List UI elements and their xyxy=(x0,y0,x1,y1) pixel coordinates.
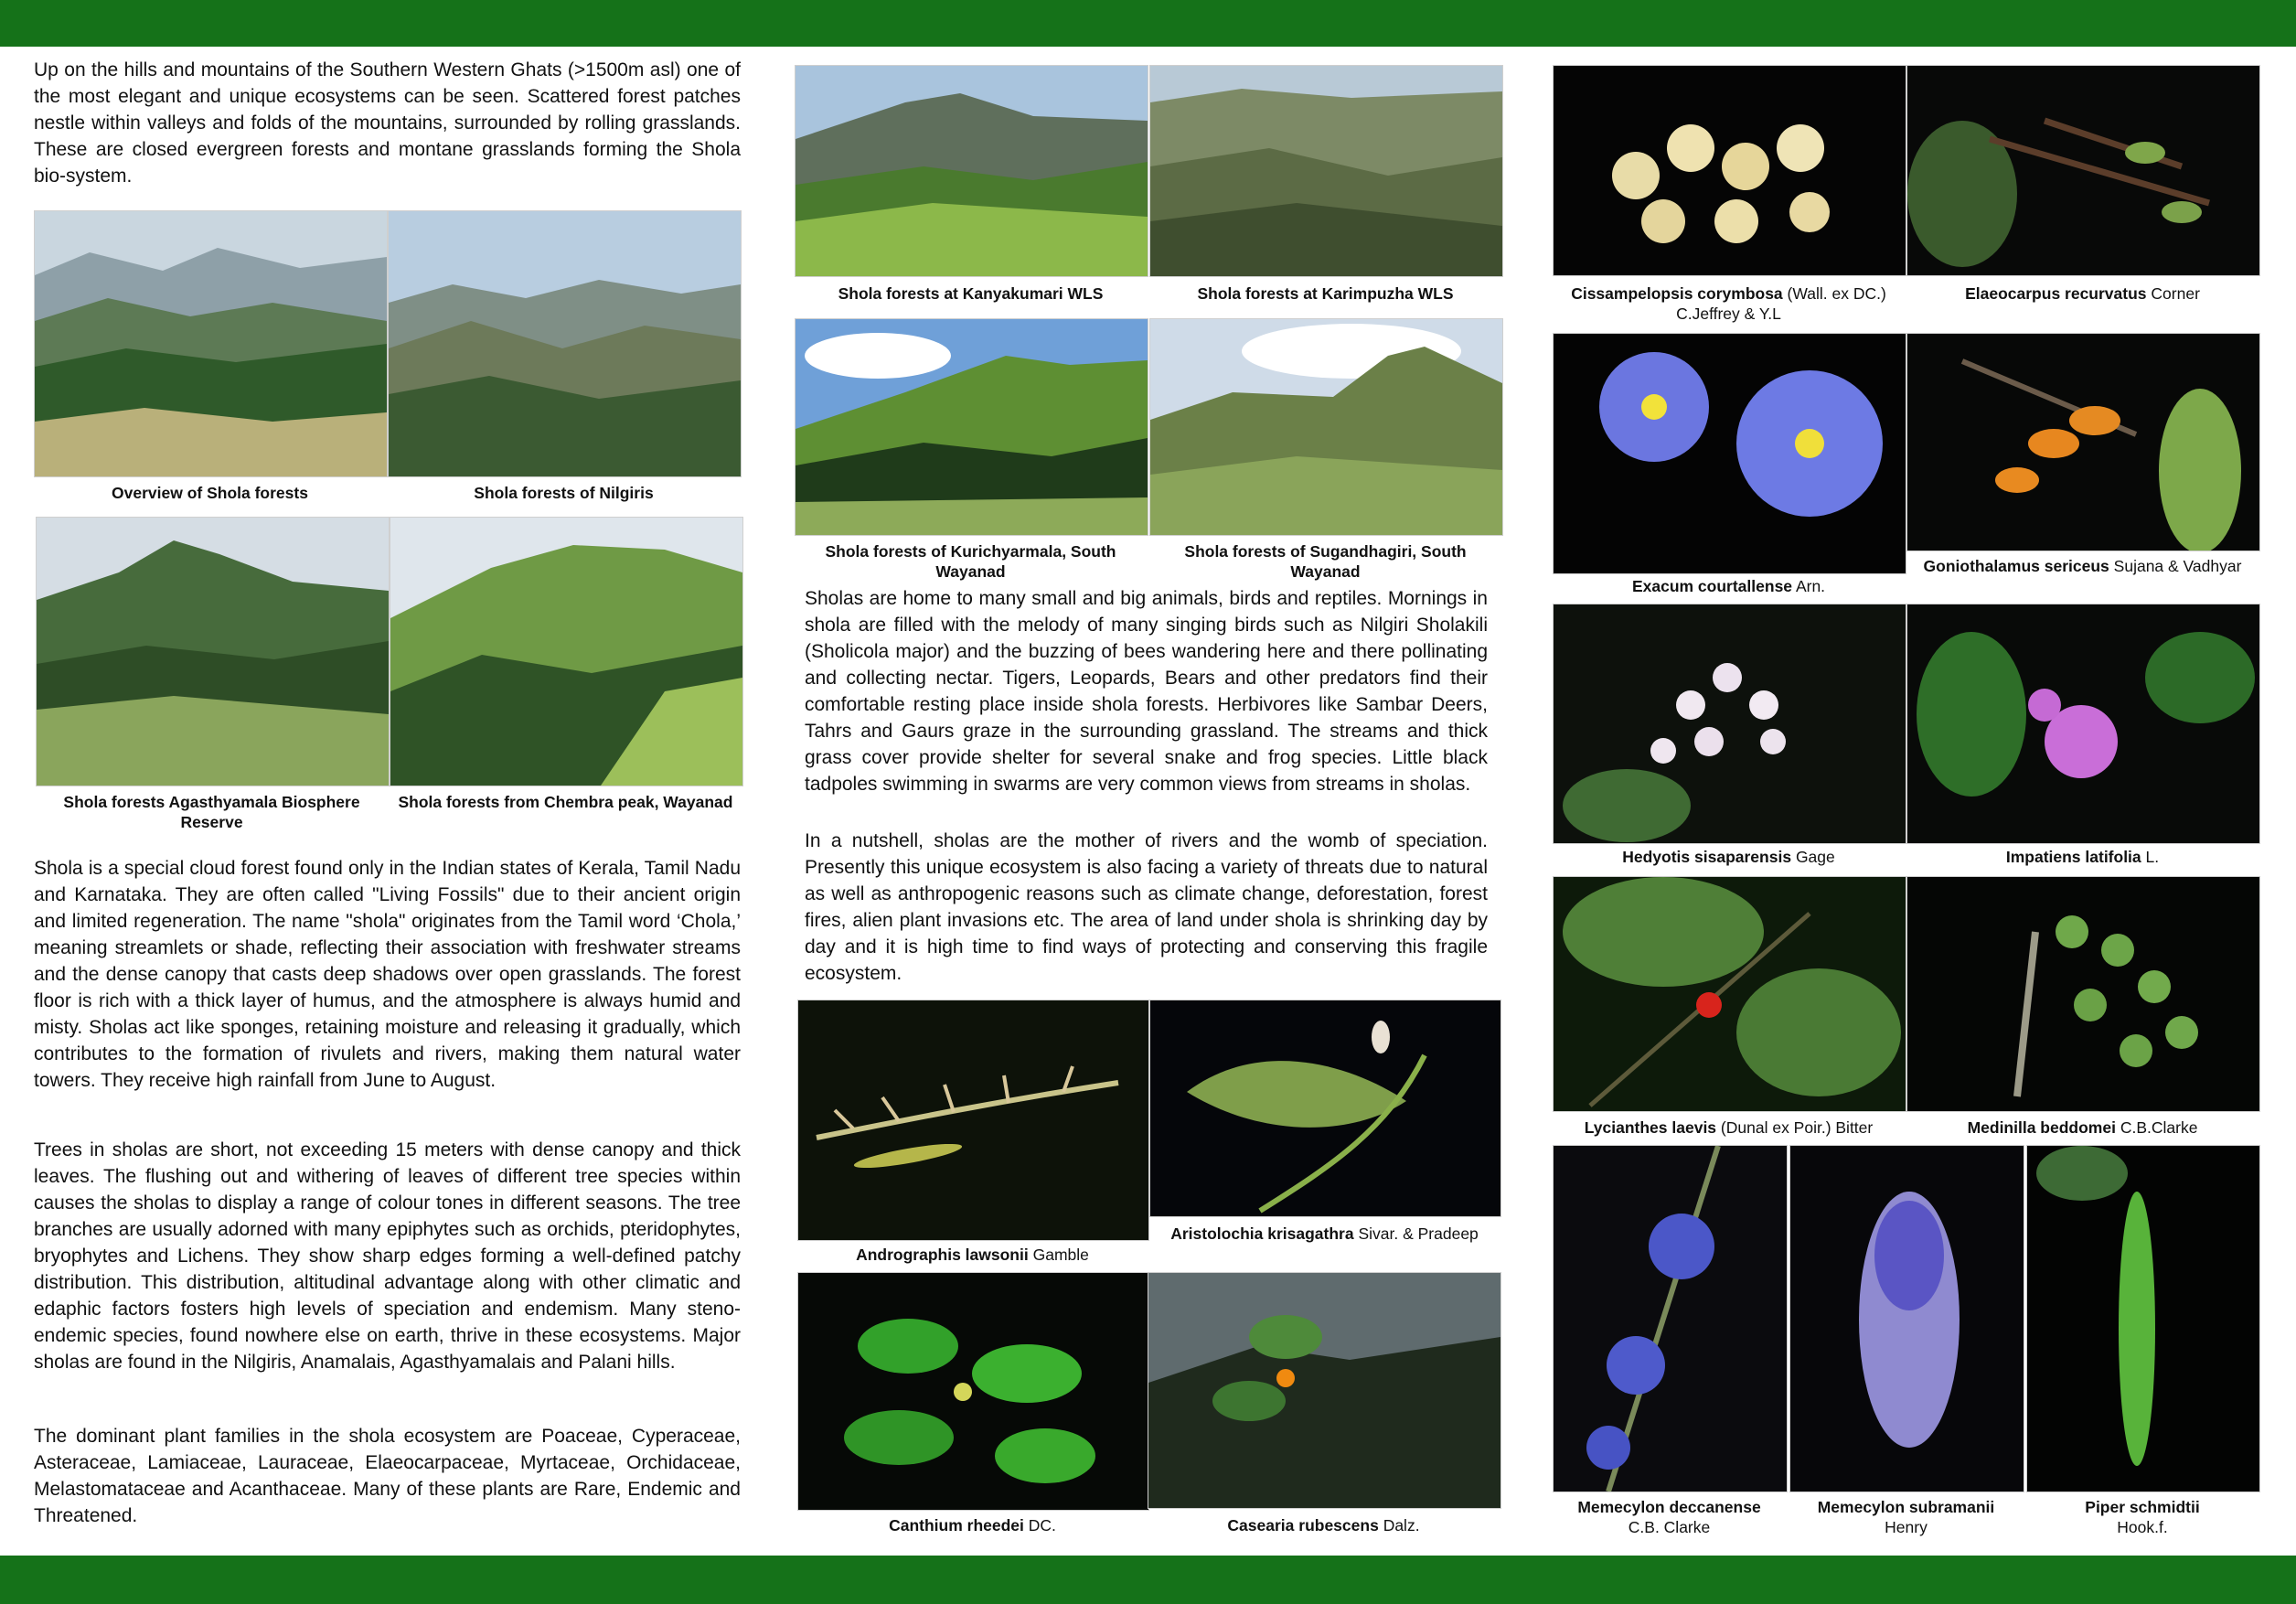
photo-kanyakumari xyxy=(795,65,1148,277)
photo-chembra xyxy=(390,517,743,786)
photo-exacum xyxy=(1553,333,1906,574)
photo-memecylon-subramanii xyxy=(1789,1145,2024,1492)
photo-medinilla xyxy=(1906,876,2260,1112)
caption-chembra: Shola forests from Chembra peak, Wayanad xyxy=(398,793,733,811)
caption-aristolochia: Aristolochia krisagathra Sivar. & Pradeep xyxy=(1170,1224,1479,1243)
caption-casearia: Casearia rubescens Dalz. xyxy=(1227,1516,1420,1534)
photo-nilgiris xyxy=(388,210,742,477)
photo-karimpuzha xyxy=(1149,65,1503,277)
photo-hedyotis xyxy=(1553,604,1906,844)
photo-aristolochia xyxy=(1149,1000,1501,1217)
caption-canthium: Canthium rheedei DC. xyxy=(889,1516,1056,1534)
paragraph-trees-in-sholas: Trees in sholas are short, not exceeding 15 meters with dense canopy and thick leaves. The flushing out and withering of leaves of different tree species within causes the sholas to display a range of colour tones in different seasons. The tree branches are usually adorned with many epiphytes such as orchids, pteridophytes, bryophytes and Lichens. They show sharp edges forming a well-defined patchy distribution. This distribution, altitudinal advantage along with other climatic and edaphic factors fosters high levels of speciation and endemism. Many steno-endemic species, found nowhere else on earth, thrive in these ecosystems. Major sholas are found in the Nilgiris, Anamalais, Agasthyamalais and Palani hills. xyxy=(34,1139,741,1373)
photo-lycianthes xyxy=(1553,876,1906,1112)
photo-agasthyamala xyxy=(36,517,390,786)
caption-nilgiris: Shola forests of Nilgiris xyxy=(474,484,654,502)
photo-elaeocarpus xyxy=(1906,65,2260,276)
paragraph-animals: Sholas are home to many small and big animals, birds and reptiles. Mornings in shola are filled with the melody of many singing birds such as Nilgiri Sholakili (Sholicola major) and the buzzing of bees wandering here and there pollinating and collecting nectar. Tigers, Leopards, Bears and other predators find their comfortable resting place inside shola forests. Herbivores like Sambar Deers, Tahrs and Gaurs graze in the surrounding grassland. The streams and thick grass cover provide shelter for several snake and frog species. Little black tadpoles swimming in swarms are very common views from streams in sholas. xyxy=(805,588,1488,795)
photo-piper xyxy=(2026,1145,2260,1492)
intro-paragraph: Up on the hills and mountains of the Southern Western Ghats (>1500m asl) one of the most elegant and unique ecosystems can be seen. Scattered forest patches nestle within valleys and folds of the mountains, surrounded by rolling grasslands. These are closed evergreen forests and montane grasslands forming the Shola bio-system. xyxy=(34,59,741,187)
caption-impatiens: Impatiens latifolia L. xyxy=(2005,848,2160,866)
caption-kurichyarmala: Shola forests of Kurichyarmala, South Wayanad xyxy=(825,542,1116,581)
photo-impatiens xyxy=(1906,604,2260,844)
caption-hedyotis: Hedyotis sisaparensis Gage xyxy=(1622,848,1835,866)
caption-cissampelopsis: Cissampelopsis corymbosa (Wall. ex DC.) C.Jeffrey & Y.L xyxy=(1571,284,1886,323)
caption-exacum: Exacum courtallense Arn. xyxy=(1631,577,1826,595)
photo-goniothalamus xyxy=(1906,333,2260,551)
photo-cissampelopsis xyxy=(1553,65,1906,276)
caption-elaeocarpus: Elaeocarpus recurvatus Corner xyxy=(1965,284,2200,303)
caption-andrographis: Andrographis lawsonii Gamble xyxy=(856,1246,1089,1264)
caption-karimpuzha: Shola forests at Karimpuzha WLS xyxy=(1197,284,1454,303)
caption-goniothalamus: Goniothalamus sericeus Sujana & Vadhyar xyxy=(1923,557,2242,575)
photo-sugandhagiri xyxy=(1149,318,1503,536)
photo-kurichyarmala xyxy=(795,318,1148,536)
photo-memecylon-deccanense xyxy=(1553,1145,1788,1492)
paragraph-nutshell: In a nutshell, sholas are the mother of rivers and the womb of speciation. Presently this unique ecosystem is also facing a variety of threats due to natural as well as anthropogenic reasons such as climate change, deforestation, forest fires, alien plant invasions etc. The area of land under shola is shrinking day by day and it is high time to find ways of protecting and conserving this fragile ecosystem. xyxy=(805,830,1488,984)
caption-memecylon-deccanense: Memecylon deccanense C.B. Clarke xyxy=(1577,1498,1761,1536)
caption-medinilla: Medinilla beddomei C.B.Clarke xyxy=(1967,1118,2198,1137)
caption-memecylon-subramanii: Memecylon subramanii Henry xyxy=(1817,1498,1995,1536)
top-band xyxy=(0,0,2296,47)
photo-canthium xyxy=(797,1272,1149,1511)
caption-agasthyamala: Shola forests Agasthyamala Biosphere Reserve xyxy=(63,793,360,831)
photo-casearia xyxy=(1148,1272,1501,1509)
paragraph-shola-cloud-forest: Shola is a special cloud forest found only in the Indian states of Kerala, Tamil Nadu and Karnataka. They are often called "Living Fossils" due to their ancient origin and limited regeneration. The name "shola" originates from the Tamil word ‘Chola,’ meaning streamlets or shade, reflecting their association with freshwater streams and the dense canopy that casts deep shadows over open grasslands. The forest floor is rich with a thick layer of humus, and the atmosphere is always humid and misty. Sholas act like sponges, retaining moisture and releasing it gradually, which contributes to the formation of rivulets and rivers, making them natural water towers. They receive high rainfall from June to August. xyxy=(34,858,741,1091)
caption-overview: Overview of Shola forests xyxy=(112,484,308,502)
paragraph-plant-families: The dominant plant families in the shola ecosystem are Poaceae, Cyperaceae, Asteraceae, Lamiaceae, Lauraceae, Elaeocarpaceae, Myrtaceae, Orchidaceae, Melastomataceae and Acanthaceae. Many of these plants are Rare, Endemic and Threatened. xyxy=(34,1426,741,1526)
caption-kanyakumari: Shola forests at Kanyakumari WLS xyxy=(838,284,1104,303)
photo-overview-shola xyxy=(34,210,388,477)
caption-lycianthes: Lycianthes laevis (Dunal ex Poir.) Bitter xyxy=(1584,1118,1874,1137)
caption-piper: Piper schmidtii Hook.f. xyxy=(2085,1498,2200,1536)
photo-andrographis xyxy=(797,1000,1149,1241)
caption-sugandhagiri: Shola forests of Sugandhagiri, South Wayanad xyxy=(1184,542,1467,581)
bottom-band xyxy=(0,1556,2296,1604)
